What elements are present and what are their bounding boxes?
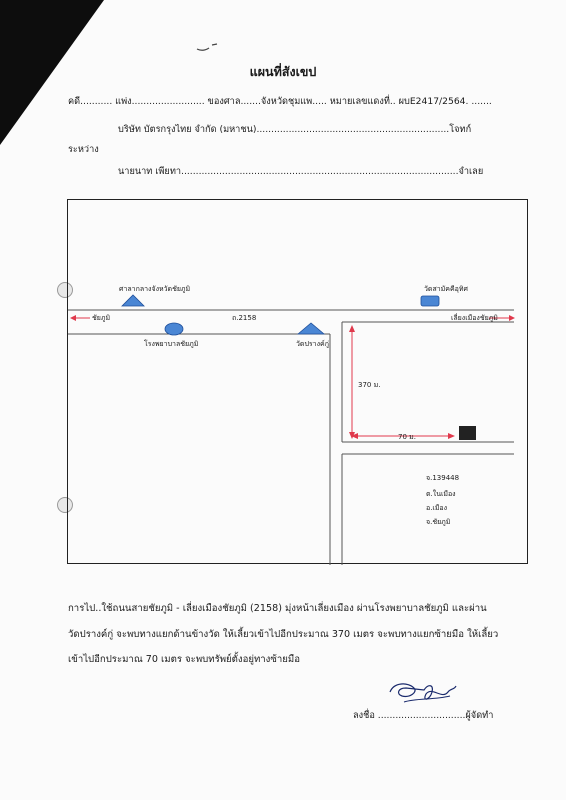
- arrow-370-head-up: [349, 325, 355, 332]
- label-district: อ.เมือง: [426, 504, 448, 512]
- directions-line-3: เข้าไปอีกประมาณ 70 เมตร จะพบทรัพย์ตั้งอยู่ทางซ้ายมือ: [68, 654, 300, 665]
- defendant-line: [118, 164, 483, 179]
- label-court: ศาลากลางจังหวัดชัยภูมิ: [119, 285, 191, 293]
- arrow-to-bypass-head: [509, 315, 515, 321]
- plaintiff-name: บริษัท บัตรกรุงไทย จำกัด (มหาชน): [118, 124, 257, 135]
- plaintiff-role: โจทก์: [449, 124, 472, 135]
- sign-dots: ..............................: [377, 710, 466, 721]
- directions-line-1: การไป..ใช้ถนนสายชัยภูมิ - เลี่ยงเมืองชัยภูมิ (2158) มุ่งหน้าเลี่ยงเมือง ผ่านโรงพยาบาลชัยภูมิ และผ่าน: [68, 603, 487, 614]
- between-label: ระหว่าง: [68, 144, 99, 155]
- label-hospital: โรงพยาบาลชัยภูมิ: [144, 340, 199, 348]
- defendant-name: นายนาท เพียทา: [118, 166, 182, 177]
- arrow-to-chaiyaphum-head: [70, 315, 76, 321]
- plaintiff-dots: ..................................................................: [256, 124, 450, 135]
- defendant-dots: ...............................................................................................: [181, 166, 459, 177]
- plaintiff-line: [118, 122, 471, 137]
- label-distance-70: 70 ม.: [398, 433, 416, 441]
- temple-top-rect-icon: [421, 296, 439, 306]
- property-square-icon: [459, 426, 476, 440]
- label-chaiyaphum: ชัยภูมิ: [92, 314, 111, 322]
- label-bypass: เลี่ยงเมืองชัยภูมิ: [451, 314, 498, 322]
- hospital-ellipse-icon: [165, 323, 183, 335]
- arrow-70-head-right: [448, 433, 455, 439]
- court-triangle-icon: [122, 295, 144, 306]
- label-distance-370: 370 ม.: [358, 381, 381, 389]
- defendant-role: จำเลย: [458, 166, 484, 177]
- signature-line: [353, 708, 493, 723]
- document-title: แผนที่สังเขป: [249, 64, 317, 79]
- label-deed: จ.139448: [426, 474, 460, 482]
- label-subdistrict: ต.ในเมือง: [426, 490, 456, 498]
- label-province: จ.ชัยภูมิ: [426, 518, 451, 526]
- sign-role: ผู้จัดทำ: [465, 710, 494, 721]
- scan-mark: [195, 42, 221, 52]
- directions-line-2: วัดปรางค์กู่ จะพบทางแยกด้านข้างวัด ให้เลี้ยวเข้าไปอีกประมาณ 370 เมตร จะพบทางแยกซ้ายมือ ให้เลี้ยว: [68, 629, 499, 640]
- label-road: ถ.2158: [232, 314, 257, 322]
- sketch-map: [67, 199, 528, 564]
- case-line: คดี........... แพ่ง......................... ของศาล.......จังหวัดชุมแพ..... หมายเลขแดงที่.. ผบE2417/2564. .......: [68, 96, 492, 107]
- label-temple-prang: วัดปรางค์กู่: [296, 340, 329, 348]
- label-temple-top: วัดสามัคคีอุทิศ: [424, 285, 468, 293]
- sign-label: ลงชื่อ: [353, 710, 375, 721]
- handwritten-signature: [384, 678, 464, 708]
- temple-prang-triangle-icon: [298, 323, 324, 334]
- map-drawing: [68, 200, 529, 565]
